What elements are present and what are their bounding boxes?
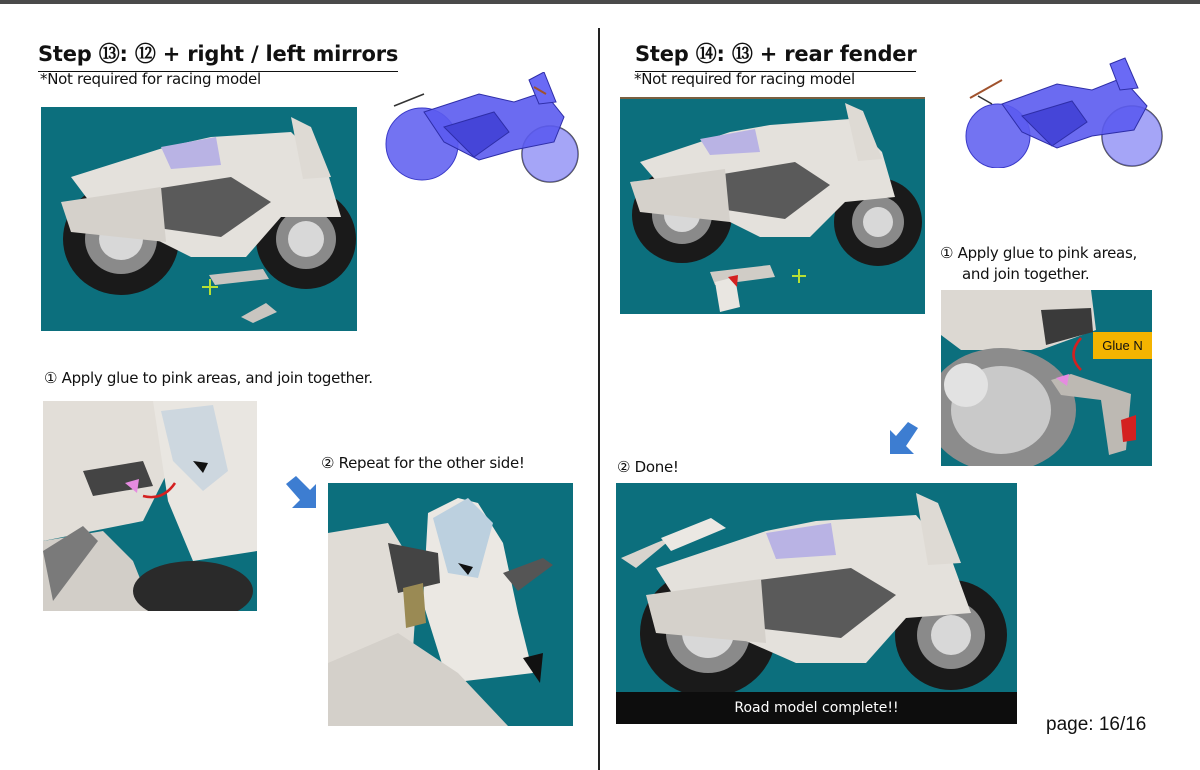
arrow-down-right-icon xyxy=(282,476,320,510)
column-divider xyxy=(598,28,600,770)
top-border xyxy=(0,0,1200,4)
step-14-instruction-2: ② Done! xyxy=(617,458,679,476)
step-13-instruction-1: ① Apply glue to pink areas, and join together. xyxy=(44,369,373,387)
step-14-instruction-1-line2: and join together. xyxy=(962,265,1090,283)
step-13-title: Step ⑬: ⑫ + right / left mirrors xyxy=(38,38,398,72)
step-14-title: Step ⑭: ⑬ + rear fender xyxy=(635,38,916,72)
step-13-mirror-closeup-photo xyxy=(43,401,257,611)
step-14-schematic xyxy=(962,56,1164,168)
step-14-note: *Not required for racing model xyxy=(634,70,855,88)
step-14-fender-closeup-photo xyxy=(941,290,1152,466)
glue-n-label: Glue N xyxy=(1093,332,1152,359)
step-14-instruction-1-line1: ① Apply glue to pink areas, xyxy=(940,244,1137,262)
step-13-overview-photo xyxy=(41,107,357,331)
arrow-down-left-icon xyxy=(888,422,922,456)
step-13-note: *Not required for racing model xyxy=(40,70,261,88)
step-13-instruction-2: ② Repeat for the other side! xyxy=(321,454,525,472)
step-14-overview-photo xyxy=(620,97,925,314)
step-13-schematic xyxy=(384,72,584,184)
page-indicator: page: 16/16 xyxy=(1046,714,1147,735)
completed-model-photo xyxy=(616,483,1017,724)
completion-caption: Road model complete!! xyxy=(616,692,1017,724)
step-13-mirrors-done-photo xyxy=(328,483,573,726)
